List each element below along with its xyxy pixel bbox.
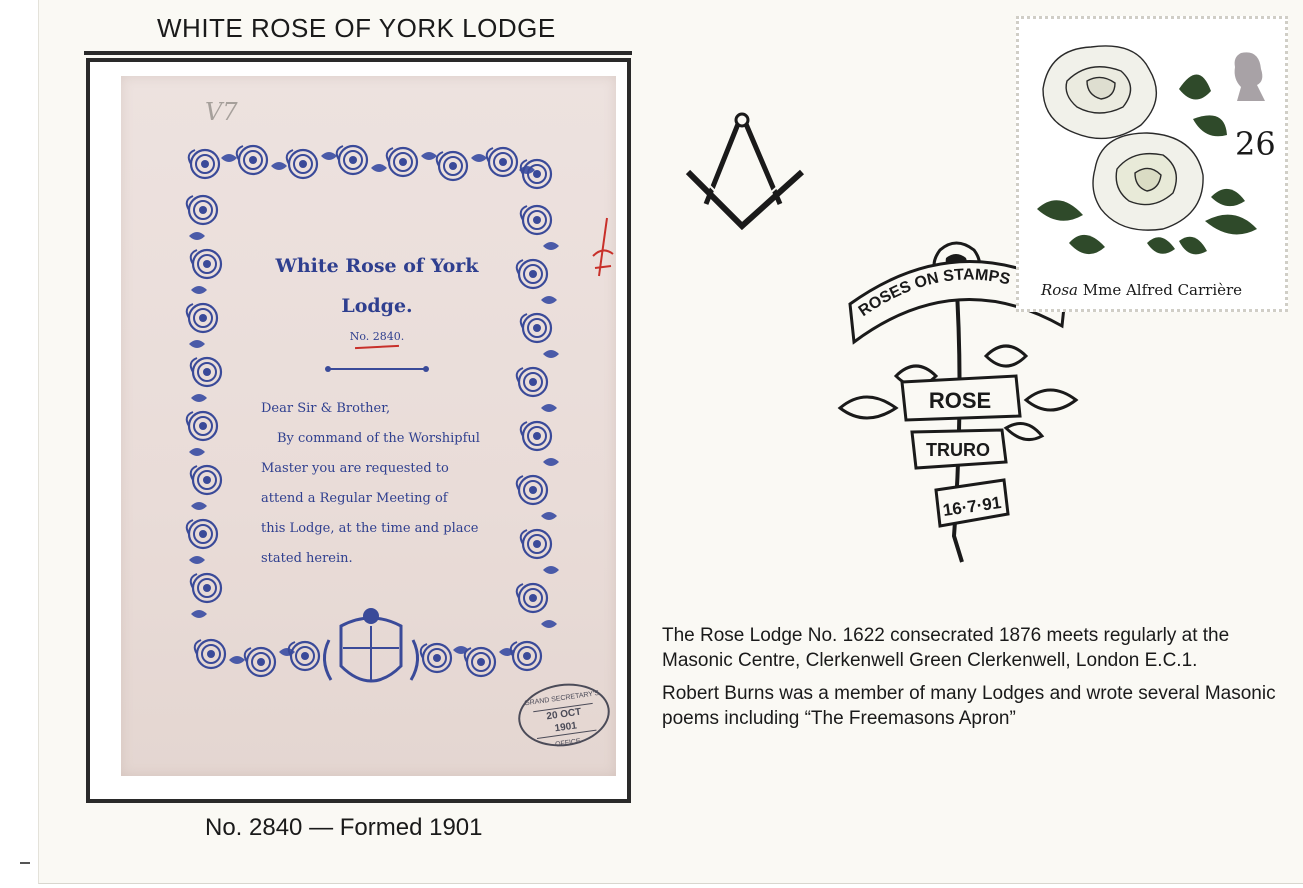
frame-caption: No. 2840 — Formed 1901 (205, 814, 483, 841)
cover-notes (662, 623, 1282, 731)
postmark-middle-text: ROSE (928, 388, 992, 413)
summons-card-photo (121, 76, 616, 776)
notes-paragraph-rose-lodge: The Rose Lodge No. 1622 consecrated 1876 meets regularly at the Masonic Centre, Clerkenwell Green Clerkenwell, London E.C.1. (662, 625, 1230, 671)
square-and-compasses-icon (684, 106, 808, 230)
postmark-date-text: 16·7·91 (941, 493, 1003, 520)
edge-mark (20, 862, 30, 864)
queen-head-silhouette-icon (1235, 52, 1265, 101)
coat-of-arms-icon (324, 608, 417, 681)
card-body-line: attend a Regular Meeting of (261, 491, 448, 506)
card-greeting: Dear Sir & Brother, (261, 401, 391, 416)
photo-frame (86, 58, 631, 803)
postmark-banner-text: ROSES ON STAMPS (855, 266, 1012, 321)
stamp-caption-latin: Rosa (1041, 281, 1078, 299)
pencil-mark: V7 (205, 98, 238, 126)
card-body-line: stated herein. (261, 551, 353, 566)
card-lodge-number: No. 2840. (349, 330, 405, 343)
ornamental-rule (329, 368, 425, 370)
office-stamp-bottom: OFFICE (554, 737, 582, 749)
card-title-line1: White Rose of York (275, 255, 479, 277)
stamp-value: 26 (1235, 125, 1276, 163)
summons-card-text (261, 246, 493, 574)
postage-stamp (1016, 16, 1288, 312)
stamp-design (1029, 29, 1275, 299)
stamp-caption-name: Mme Alfred Carrière (1077, 281, 1243, 299)
postmark-town-text: TRURO (926, 440, 990, 460)
office-stamp-top: GRAND SECRETARY'S (523, 689, 600, 708)
card-body-line: By command of the Worshipful (277, 431, 480, 446)
card-body (261, 394, 493, 574)
cover-heading: WHITE ROSE OF YORK LODGE (157, 13, 556, 43)
card-body-line: Master you are requested to (261, 461, 449, 476)
frame-top-bar (84, 51, 632, 55)
office-stamp-date: 20 OCT 1901 (533, 703, 596, 739)
stamp-caption (1041, 281, 1242, 299)
card-title-line2: Lodge. (341, 295, 413, 317)
red-underline (355, 345, 399, 349)
notes-paragraph-robert-burns: Robert Burns was a member of many Lodges and wrote several Masonic poems including “The Freemasons Apron” (662, 683, 1276, 729)
red-tick-mark (589, 216, 619, 286)
card-body-line: this Lodge, at the time and place (261, 521, 479, 536)
